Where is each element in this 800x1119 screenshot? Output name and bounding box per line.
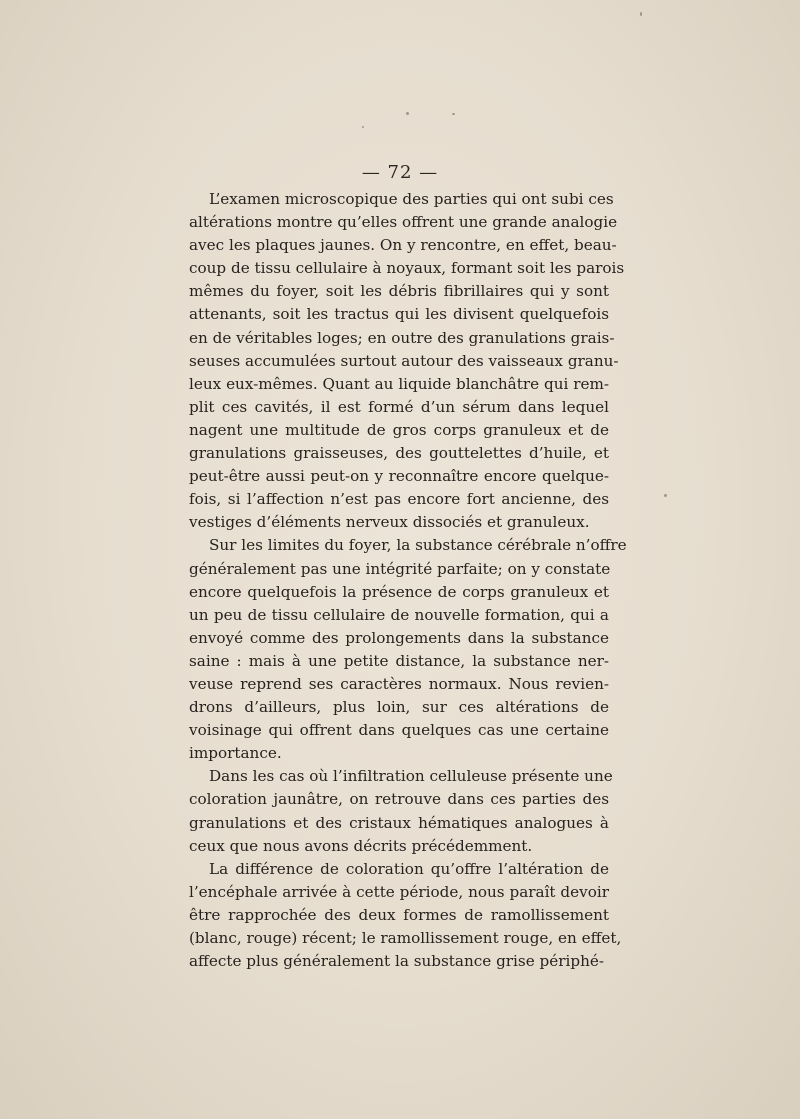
text-line: en de véritables loges; en outre des granulations grais- <box>189 328 615 347</box>
text-line: (blanc, rouge) récent; le ramollissement rouge, en effet, <box>189 929 622 947</box>
text-line: envoyé comme des prolongements dans la substance <box>189 628 609 647</box>
text-line: seuses accumulées surtout autour des vaisseaux granu- <box>189 351 619 370</box>
text-line: coloration jaunâtre, on retrouve dans ces parties des <box>189 790 609 809</box>
text-line: vestiges d’éléments nerveux dissociés et granuleux. <box>189 513 590 532</box>
text-line: granulations graisseuses, des gouttelettes d’huile, et <box>189 444 609 463</box>
text-line: nagent une multitude de gros corps granuleux et de <box>189 420 609 439</box>
text-line: saine : mais à une petite distance, la substance ner- <box>189 651 609 670</box>
ink-speck <box>406 112 409 115</box>
text-line: Dans les cas où l’infiltration celluleuse présente une <box>209 767 613 786</box>
text-line: importance. <box>189 744 282 763</box>
text-line: un peu de tissu cellulaire de nouvelle formation, qui a <box>189 605 609 624</box>
paragraph <box>189 765 613 857</box>
text-line: peut-être aussi peut-on y reconnaître encore quelque- <box>189 467 609 486</box>
body-text <box>189 188 627 973</box>
text-line: généralement pas une intégrité parfaite; on y constate <box>189 559 611 578</box>
paragraph <box>189 858 622 973</box>
ink-speck <box>640 12 642 16</box>
page-number: — 72 — <box>361 162 439 183</box>
text-line: mêmes du foyer, soit les débris fibrillaires qui y sont <box>189 282 609 301</box>
text-line: attenants, soit les tractus qui les divisent quelquefois <box>189 305 609 324</box>
text-line: altérations montre qu’elles offrent une grande analogie <box>189 213 618 232</box>
text-line: La différence de coloration qu’offre l’altération de <box>209 859 609 878</box>
ink-speck <box>452 113 455 115</box>
text-line: L’examen microscopique des parties qui ont subi ces <box>209 190 614 208</box>
text-line: affecte plus généralement la substance grise périphé- <box>189 952 604 971</box>
text-line: fois, si l’affection n’est pas encore fort ancienne, des <box>189 490 609 509</box>
text-line: être rapprochée des deux formes de ramollissement <box>189 905 609 924</box>
ink-speck <box>362 126 364 128</box>
text-line: voisinage qui offrent dans quelques cas une certaine <box>189 721 609 740</box>
text-line: l’encéphale arrivée à cette période, nous paraît devoir <box>189 882 609 901</box>
text-line: granulations et des cristaux hématiques analogues à <box>189 813 609 832</box>
text-line: plit ces cavités, il est formé d’un sérum dans lequel <box>189 397 609 416</box>
text-line: Sur les limites du foyer, la substance cérébrale n’offre <box>209 536 627 555</box>
text-line: coup de tissu cellulaire à noyaux, formant soit les parois <box>189 259 625 278</box>
text-line: avec les plaques jaunes. On y rencontre, en effet, beau- <box>189 236 617 255</box>
ink-speck <box>664 494 667 497</box>
paragraph <box>189 534 627 765</box>
text-line: veuse reprend ses caractères normaux. Nous revien- <box>189 674 609 693</box>
text-line: leux eux-mêmes. Quant au liquide blanchâtre qui rem- <box>189 374 609 393</box>
paragraph <box>189 188 625 534</box>
text-line: ceux que nous avons décrits précédemment. <box>189 836 533 855</box>
text-line: encore quelquefois la présence de corps granuleux et <box>189 582 609 601</box>
text-line: drons d’ailleurs, plus loin, sur ces altérations de <box>189 698 609 717</box>
